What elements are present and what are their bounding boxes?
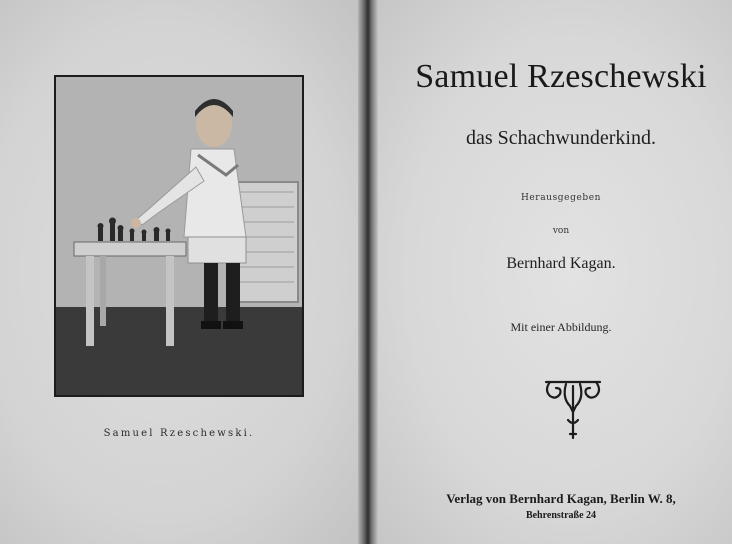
frontispiece-photo (54, 75, 304, 397)
by-label: von (552, 226, 570, 236)
publisher-address: Behrenstraße 24 (525, 510, 597, 521)
publisher-line: Verlag von Bernhard Kagan, Berlin W. 8, (446, 491, 676, 506)
photo-caption: Samuel Rzeschewski. (103, 428, 255, 439)
illustration-note: Mit einer Abbildung. (510, 320, 612, 334)
author-name: Bernhard Kagan. (506, 255, 616, 272)
boy-at-chessboard-photo (56, 77, 302, 395)
book-gutter (358, 0, 378, 544)
book-title: Samuel Rzeschewski (415, 58, 707, 95)
book-subtitle: das Schachwunderkind. (466, 127, 656, 149)
edited-label: Herausgegeben (520, 193, 602, 203)
fleuron-ornament-icon (540, 376, 606, 442)
